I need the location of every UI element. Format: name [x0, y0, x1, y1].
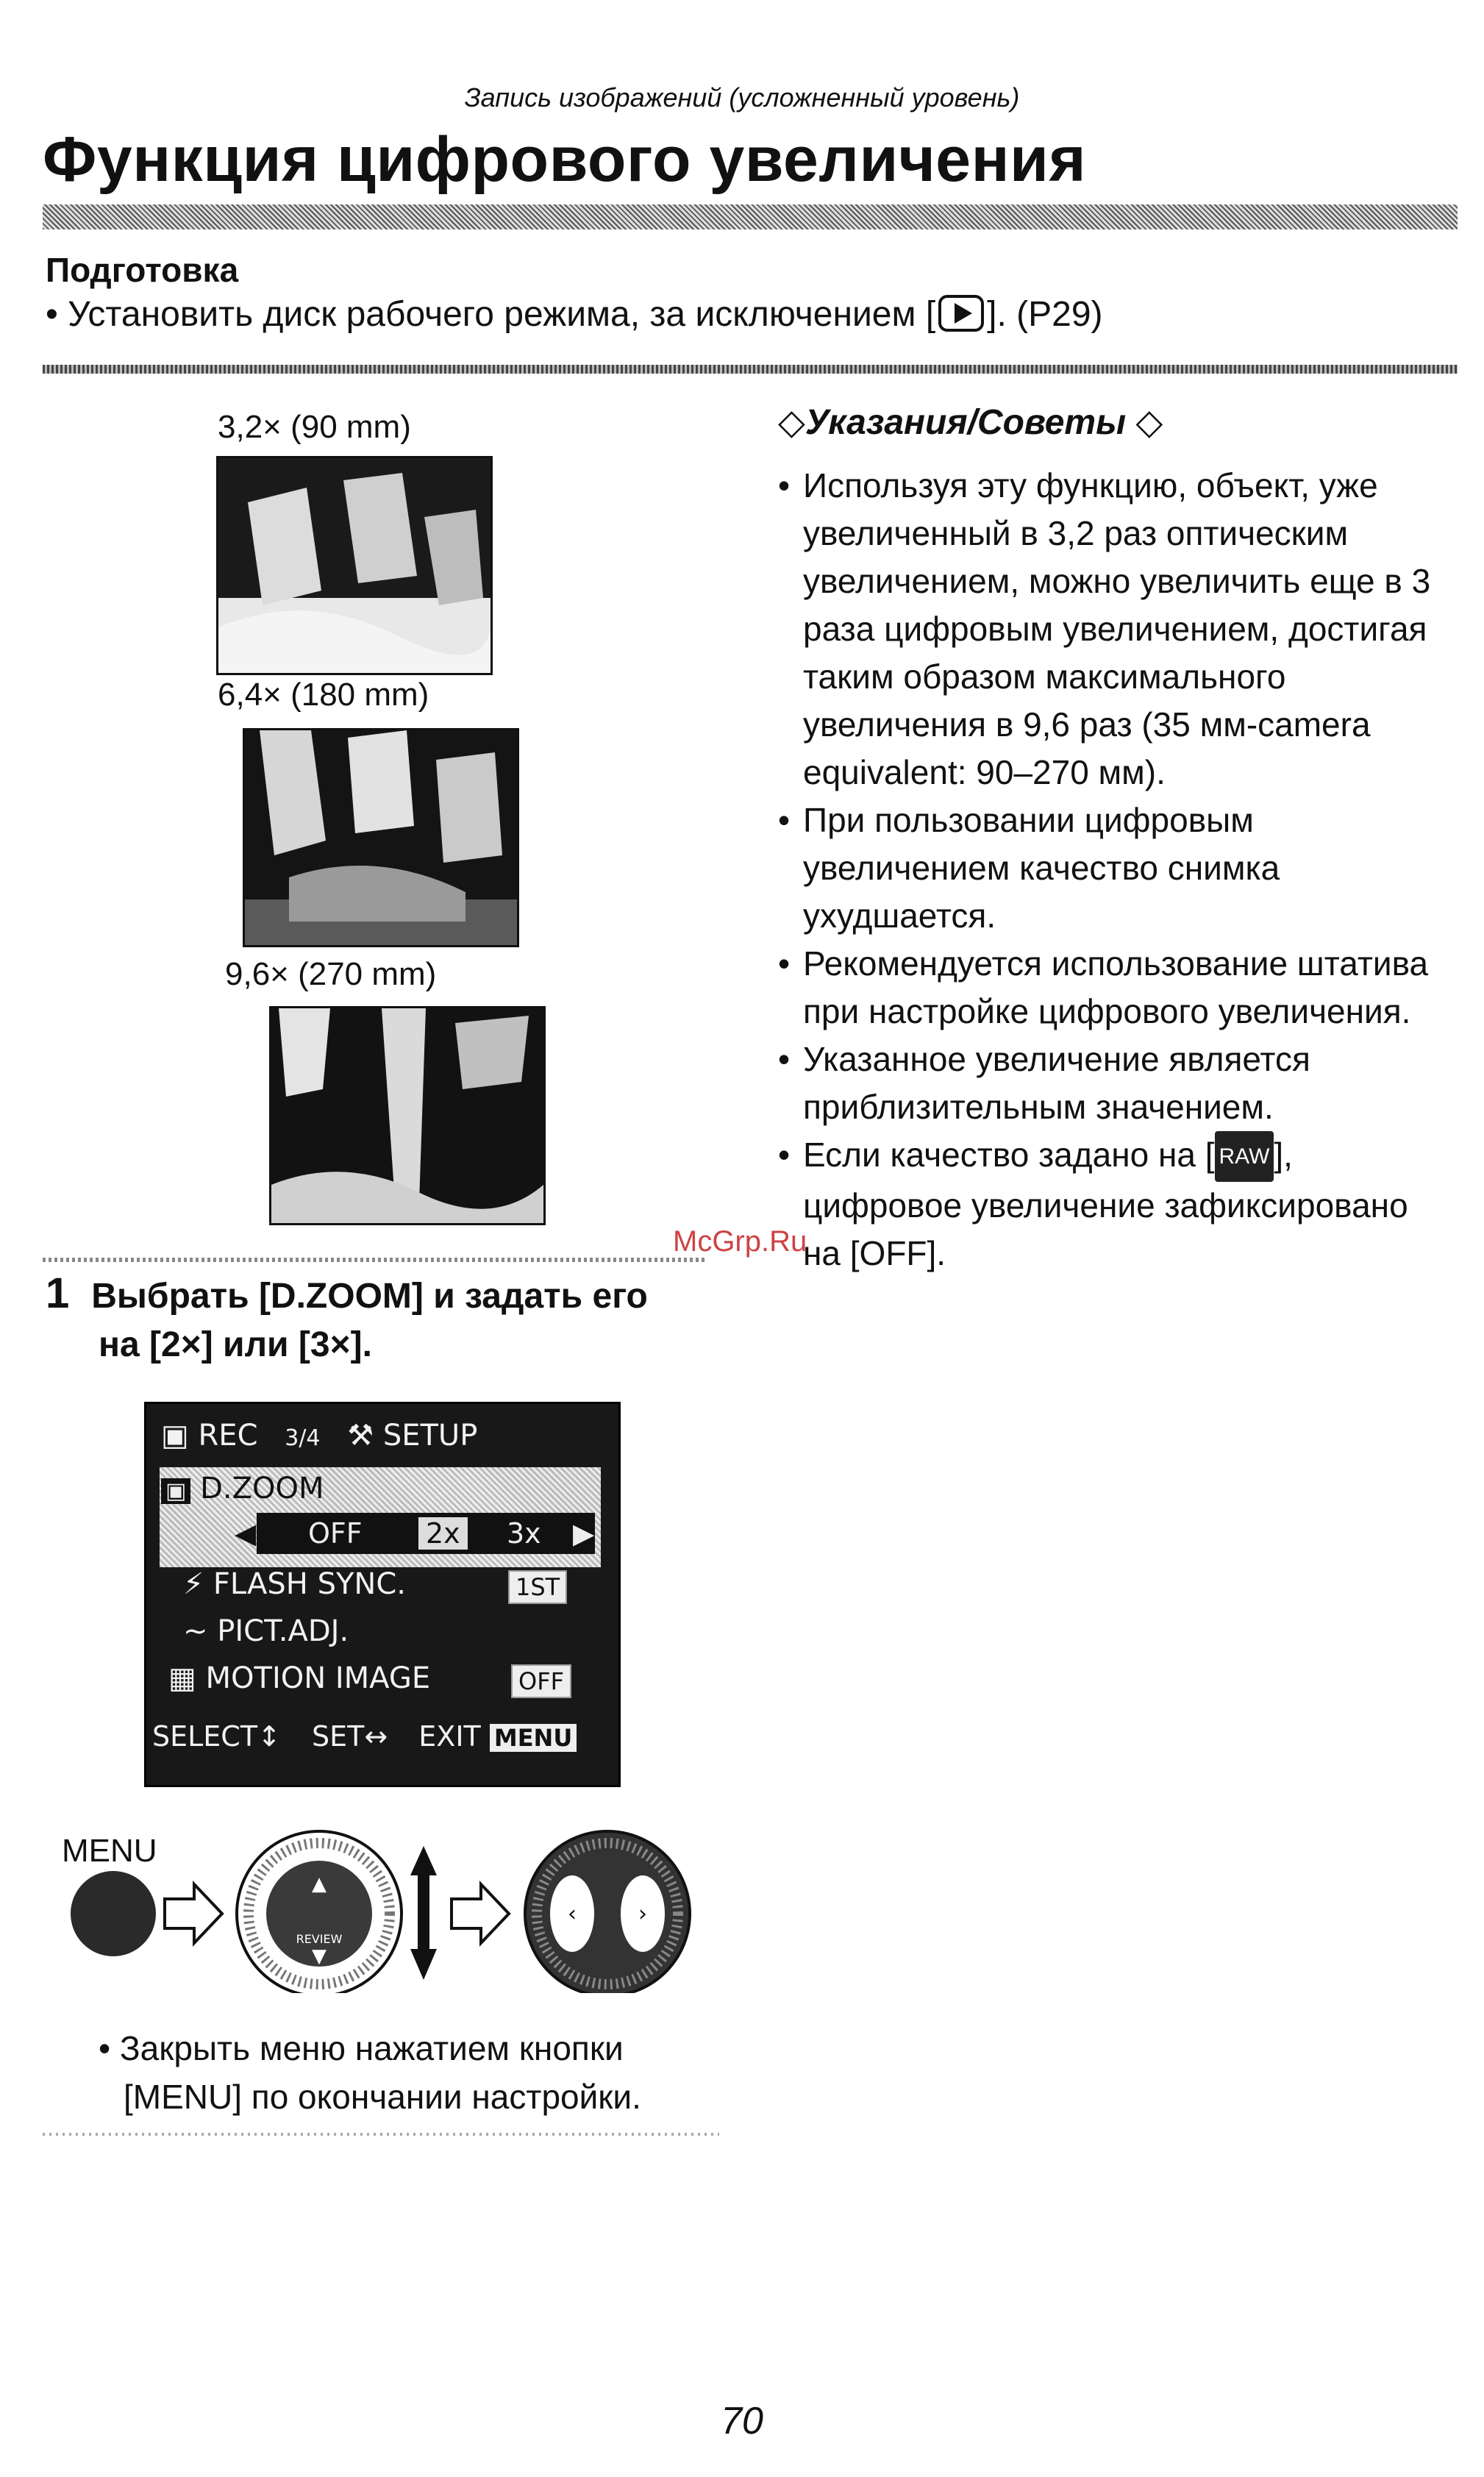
step-number: 1 [46, 1269, 70, 1317]
zoom-label-1: 3,2× (90 mm) [218, 409, 411, 445]
lcd-option-3x: 3x [507, 1517, 541, 1550]
flash-icon: ⚡ [183, 1567, 204, 1601]
note-line-1: • Закрыть меню нажатием кнопки [99, 2029, 624, 2067]
tip-text-2: При пользовании цифровым увеличением качество снимка ухудшается. [803, 801, 1280, 935]
title-underline [43, 204, 1458, 229]
note-line-2: [MENU] по окончании настройки. [124, 2078, 641, 2116]
left-arrow-icon: ◀ [235, 1517, 257, 1550]
tip-item-4: • Указанное увеличение является приблизительным значением. [778, 1036, 1455, 1131]
zoom-photo-1 [216, 456, 493, 675]
tip-text-5 [803, 1131, 1455, 1277]
film-icon: ▦ [168, 1661, 196, 1695]
page-number: 70 [721, 2400, 763, 2442]
preparation-text [46, 294, 1103, 335]
cursor-dial-icon [237, 1831, 402, 1993]
setup-wrench-icon: ⚒ [347, 1419, 374, 1453]
zoom-label-2: 6,4× (180 mm) [218, 677, 429, 713]
lcd-motion-image-value: OFF [511, 1664, 571, 1698]
camera-icon: ▣ [161, 1419, 189, 1453]
lcd-flash-sync-value: 1ST [508, 1570, 567, 1604]
watermark: McGrp.Ru [673, 1225, 807, 1258]
tip-text-3: Рекомендуется использование штатива при настройке цифрового увеличения. [803, 944, 1429, 1030]
section-divider [43, 365, 1458, 374]
zoom-photo-3 [269, 1006, 546, 1225]
lcd-pict-adj-row [183, 1614, 349, 1648]
close-menu-note [99, 2024, 641, 2121]
lcd-footer [152, 1720, 577, 1753]
tip-5-after: ], цифровое увеличение зафиксировано на [OFF]. [803, 1136, 1408, 1272]
zoom-photo-2 [243, 728, 519, 947]
page-title: Функция цифрового увеличения [43, 124, 1087, 195]
tip-item-3: • Рекомендуется использование штатива при настройке цифрового увеличения. [778, 940, 1455, 1036]
step-text-1: Выбрать [D.ZOOM] и задать его [91, 1277, 648, 1316]
zoom-label-3: 9,6× (270 mm) [225, 956, 437, 992]
adjust-icon: ∼ [183, 1614, 208, 1648]
lcd-motion-image-row [168, 1661, 430, 1695]
lcd-flash-sync-label: FLASH SYNC. [213, 1567, 406, 1601]
menu-button-icon [71, 1871, 156, 1956]
lcd-pict-adj-label: PICT.ADJ. [217, 1614, 349, 1648]
step-1 [46, 1269, 648, 1369]
svg-text:›: › [638, 1901, 647, 1927]
play-icon [938, 295, 984, 332]
arrow-right-icon-2 [452, 1884, 509, 1943]
lcd-tab-rec: REC [198, 1419, 258, 1453]
camera-lcd-menu [144, 1402, 621, 1787]
lcd-option-off: OFF [308, 1517, 363, 1550]
lcd-set-label: SET [312, 1720, 365, 1753]
lcd-menu-chip: MENU [490, 1724, 577, 1752]
lcd-tab-setup: SETUP [382, 1419, 478, 1453]
right-arrow-icon: ▶ [573, 1517, 595, 1550]
lcd-tab-row [161, 1419, 477, 1453]
step-text-2: на [2×] или [3×]. [99, 1325, 372, 1364]
lcd-flash-sync-row [183, 1567, 406, 1601]
up-down-arrow-icon [410, 1846, 437, 1980]
raw-quality-icon: RAW [1215, 1131, 1274, 1182]
dzoom-icon: ▣ [161, 1478, 190, 1504]
tip-item-2: • При пользовании цифровым увеличением качество снимка ухудшается. [778, 796, 1455, 940]
svg-text:▲: ▲ [312, 1873, 327, 1895]
lcd-exit-label: EXIT [418, 1720, 481, 1753]
step-divider [43, 1258, 704, 1262]
lcd-motion-image-label: MOTION IMAGE [205, 1661, 431, 1695]
lcd-dzoom-row [161, 1472, 324, 1505]
up-down-icon: ↕ [257, 1720, 281, 1753]
tip-5-before: Если качество задано на [ [803, 1136, 1215, 1174]
step-1-line1 [46, 1269, 648, 1321]
preparation-text-before: • Установить диск рабочего режима, за исключением [ [46, 295, 936, 334]
svg-text:▼: ▼ [312, 1945, 327, 1967]
lcd-page-indicator: 3/4 [285, 1425, 321, 1451]
svg-text:REVIEW: REVIEW [296, 1932, 343, 1946]
preparation-label: Подготовка [46, 251, 239, 289]
preparation-text-after: ]. (P29) [987, 295, 1103, 334]
tips-list [778, 462, 1455, 1277]
lcd-dzoom-options [235, 1513, 595, 1554]
tip-item-1: • Используя эту функцию, объект, уже увеличенный в 3,2 раз оптическим увеличением, можно увеличить еще в 3 раза цифровым увеличением, достигая таким образом максимального увеличения в 9,6 раз (35 мм-camera equivalent: 90–270 мм). [778, 462, 1455, 796]
menu-button-label: MENU [62, 1833, 157, 1869]
lcd-select-label: SELECT [152, 1720, 258, 1753]
tip-item-5: • Если качество задано на [ RAW ], цифровое увеличение зафиксировано на [OFF]. [778, 1131, 1455, 1277]
left-right-dial-icon [525, 1831, 690, 1993]
tip-text-4: Указанное увеличение является приблизительным значением. [803, 1040, 1310, 1126]
lcd-option-2x: 2x [418, 1517, 468, 1550]
left-right-icon: ↔ [364, 1720, 388, 1753]
control-diagram [62, 1817, 724, 1993]
tips-heading: ◇Указания/Советы ◇ [778, 403, 1163, 442]
tip-text-1: Используя эту функцию, объект, уже увеличенный в 3,2 раз оптическим увеличением, можно увеличить еще в 3 раза цифровым увеличением, достигая таким образом максимального увеличения в 9,6 раз (35 мм-camera equivalent: 90–270 мм). [803, 466, 1431, 791]
bottom-divider [43, 2133, 719, 2136]
lcd-dzoom-label: D.ZOOM [200, 1472, 324, 1505]
arrow-right-icon-1 [165, 1884, 222, 1943]
svg-text:‹: ‹ [568, 1901, 577, 1927]
section-header: Запись изображений (усложненный уровень) [464, 82, 1020, 113]
